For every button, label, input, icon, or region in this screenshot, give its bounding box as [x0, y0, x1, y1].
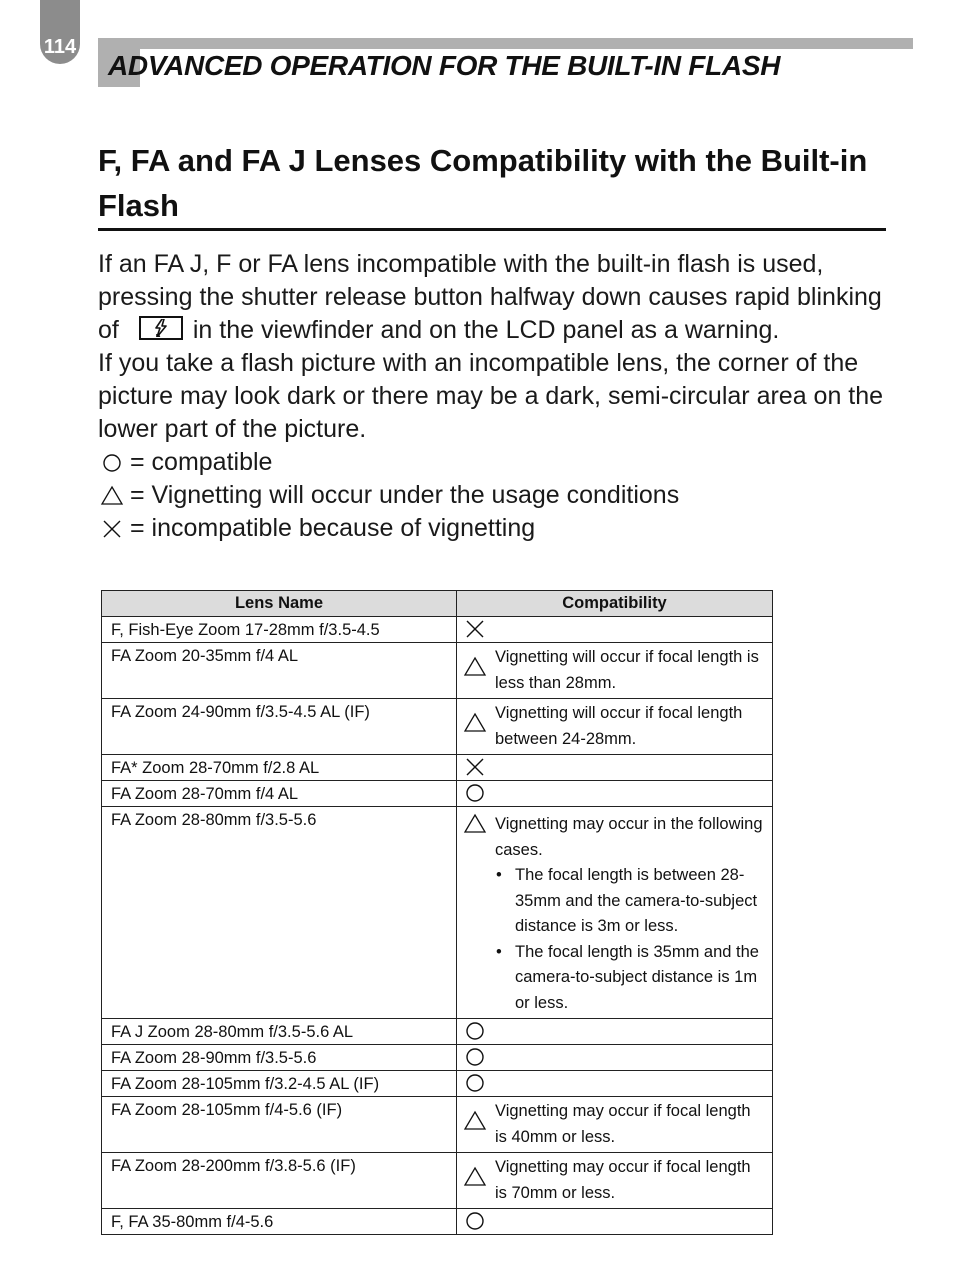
intro-text-before-icon: If an FA J, F or FA lens incompatible with the built-in flash is used, pressing the shutter release button halfway down causes rapid blinking of: [98, 250, 882, 344]
compatibility-note: [457, 1153, 772, 1208]
table-row: [102, 1209, 773, 1235]
table-row: [102, 1045, 773, 1071]
compatibility-cell: [457, 1045, 773, 1071]
compatibility-cell: [457, 699, 773, 755]
triangle-icon: [100, 484, 124, 508]
circle-icon: [463, 1045, 487, 1069]
triangle-icon: [463, 812, 487, 836]
compatibility-cell: [457, 643, 773, 699]
compatibility-table: [101, 590, 773, 1235]
compatibility-cell: [457, 1019, 773, 1045]
lens-name-cell: F, Fish-Eye Zoom 17-28mm f/3.5-4.5: [102, 617, 457, 643]
table-row: [102, 781, 773, 807]
note-bullet: • The focal length is 35mm and the camera-to-subject distance is 1m or less.: [515, 940, 766, 1017]
triangle-icon: [463, 1165, 487, 1189]
compatibility-note: [457, 1097, 772, 1152]
table-row: [102, 1071, 773, 1097]
legend-text: = incompatible because of vignetting: [130, 514, 536, 542]
table-row: [102, 807, 773, 1019]
intro-text-after-icon: in the viewfinder and on the LCD panel as a warning.: [192, 316, 780, 344]
compatibility-cell: [457, 617, 773, 643]
intro-paragraph-1: [98, 248, 898, 347]
table-header-row: [102, 591, 773, 617]
legend-text: = compatible: [130, 448, 273, 476]
circle-icon: [463, 1019, 487, 1043]
note-text: Vignetting may occur if focal length is 70mm or less.: [495, 1158, 751, 1202]
compatibility-cell: [457, 807, 773, 1019]
lens-name-cell: FA Zoom 20-35mm f/4 AL: [102, 643, 457, 699]
note-text: Vignetting may occur if focal length is 40mm or less.: [495, 1102, 751, 1146]
title-rule: [98, 228, 886, 231]
compatibility-cell: [457, 755, 773, 781]
compatibility-note: [457, 807, 772, 1018]
table-row: [102, 699, 773, 755]
lens-name-cell: FA Zoom 28-105mm f/4-5.6 (IF): [102, 1097, 457, 1153]
table-row: [102, 1097, 773, 1153]
lens-name-cell: F, FA 35-80mm f/4-5.6: [102, 1209, 457, 1235]
lens-name-cell: FA Zoom 28-80mm f/3.5-5.6: [102, 807, 457, 1019]
circle-icon: [463, 1209, 487, 1233]
circle-icon: [100, 451, 124, 475]
table-body: [102, 617, 773, 1235]
triangle-icon: [463, 1109, 487, 1133]
compatibility-cell: [457, 1097, 773, 1153]
compatibility-cell: [457, 1209, 773, 1235]
lens-name-cell: FA* Zoom 28-70mm f/2.8 AL: [102, 755, 457, 781]
flash-warning-icon: [139, 316, 183, 340]
table-row: [102, 643, 773, 699]
table-row: [102, 617, 773, 643]
cross-icon: [463, 755, 487, 779]
note-text: Vignetting will occur if focal length is less than 28mm.: [495, 648, 759, 692]
table-row: [102, 1019, 773, 1045]
legend: [98, 446, 898, 545]
cross-icon: [463, 617, 487, 641]
legend-item: [98, 512, 898, 545]
triangle-icon: [463, 711, 487, 735]
intro-text: [98, 248, 898, 545]
header-bar: [98, 38, 913, 49]
lens-name-cell: FA Zoom 24-90mm f/3.5-4.5 AL (IF): [102, 699, 457, 755]
legend-text: = Vignetting will occur under the usage conditions: [130, 481, 680, 509]
table-row: [102, 1153, 773, 1209]
page-title: F, FA and FA J Lenses Compatibility with the Built-in Flash: [98, 143, 868, 223]
compatibility-cell: [457, 781, 773, 807]
lens-name-cell: FA Zoom 28-70mm f/4 AL: [102, 781, 457, 807]
note-text: Vignetting will occur if focal length between 24-28mm.: [495, 704, 743, 748]
compatibility-note: [457, 643, 772, 698]
lens-name-cell: FA Zoom 28-200mm f/3.8-5.6 (IF): [102, 1153, 457, 1209]
header-compatibility: Compatibility: [457, 591, 773, 617]
section-title: ADVANCED OPERATION FOR THE BUILT-IN FLASH: [108, 50, 781, 81]
lens-name-cell: FA J Zoom 28-80mm f/3.5-5.6 AL: [102, 1019, 457, 1045]
lens-name-cell: FA Zoom 28-105mm f/3.2-4.5 AL (IF): [102, 1071, 457, 1097]
lens-name-cell: FA Zoom 28-90mm f/3.5-5.6: [102, 1045, 457, 1071]
legend-item: [98, 479, 898, 512]
circle-icon: [463, 781, 487, 805]
circle-icon: [463, 1071, 487, 1095]
triangle-icon: [463, 655, 487, 679]
table-row: [102, 755, 773, 781]
page-number: 114: [43, 36, 77, 58]
note-bullet: • The focal length is between 28-35mm and the camera-to-subject distance is 3m or less.: [515, 863, 766, 940]
intro-paragraph-2: If you take a flash picture with an incompatible lens, the corner of the picture may look dark or there may be a dark, semi-circular area on the lower part of the picture.: [98, 349, 884, 443]
compatibility-cell: [457, 1153, 773, 1209]
compatibility-note: [457, 699, 772, 754]
note-bullet-list: [495, 863, 766, 1016]
note-text: Vignetting may occur in the following cases.: [495, 815, 763, 859]
legend-item: [98, 446, 898, 479]
cross-icon: [100, 517, 124, 541]
compatibility-cell: [457, 1071, 773, 1097]
header-lens-name: Lens Name: [102, 591, 457, 617]
